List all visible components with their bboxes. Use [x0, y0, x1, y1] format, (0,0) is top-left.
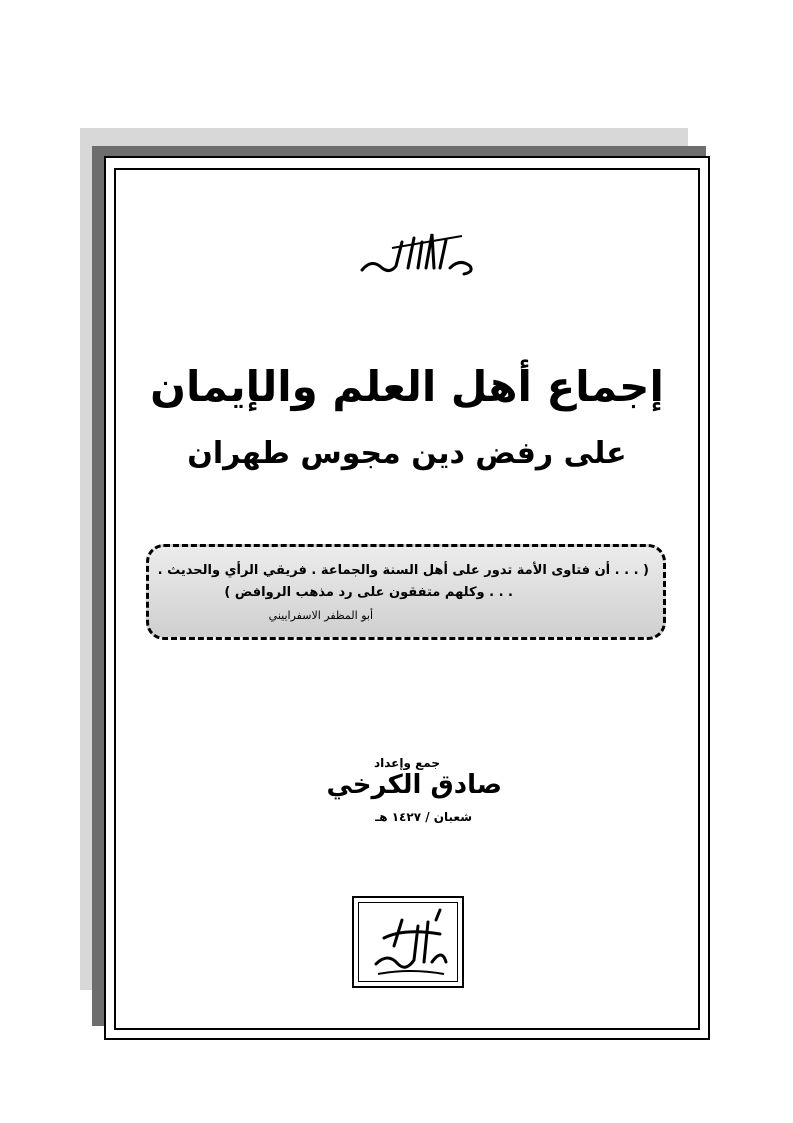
- quote-line-1: ( . . . أن فتاوى الأمة تدور على أهل السنة والجماعة . فريقي الرأي والحديث .: [157, 563, 649, 578]
- author-name: صادق الكرخي: [326, 770, 502, 800]
- book-title-line2: على رفض دين مجوس طهران: [187, 436, 627, 471]
- publisher-calligraphy-icon: [354, 898, 466, 990]
- quote-line-2: . . . وكلهم متفقون على رد مذهب الروافض ): [224, 585, 513, 600]
- publication-date: شعبان / ١٤٢٧ هـ: [375, 810, 472, 824]
- publisher-logo: [352, 896, 464, 988]
- basmala-calligraphy: [352, 228, 482, 278]
- quote-box: [146, 544, 666, 640]
- cover-inner-frame: [114, 168, 700, 1030]
- quote-attribution: أبو المظفر الاسفراييني: [268, 609, 373, 622]
- book-cover: [104, 156, 710, 1040]
- compiled-by-label: جمع وإعداد: [373, 756, 440, 770]
- book-title-line1: إجماع أهل العلم والإيمان: [150, 362, 664, 411]
